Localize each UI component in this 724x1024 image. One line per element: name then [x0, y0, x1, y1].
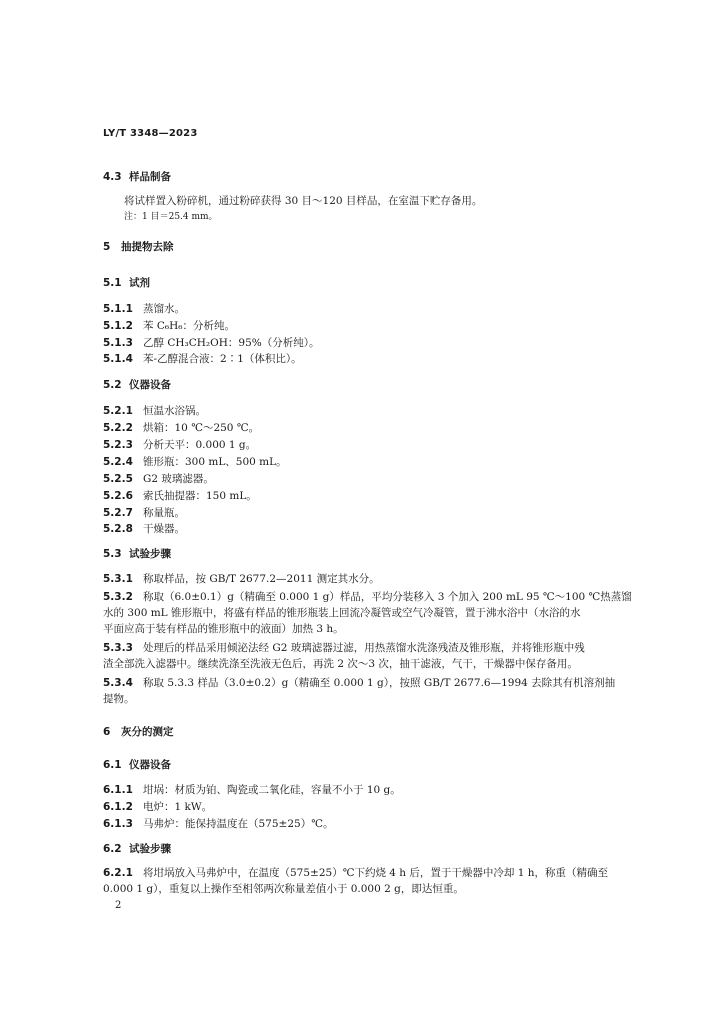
section-number: 5.2 — [103, 379, 122, 391]
item-number: 5.1.3 — [103, 337, 133, 349]
item-number: 5.2.1 — [103, 405, 133, 417]
item-number: 5.2.3 — [103, 439, 133, 451]
item-text: 称取 5.3.3 样品（3.0±0.2）g（精确至 0.000 1 g），按照 GB/T 2677.6—1994 去除其有机溶剂抽 — [143, 677, 616, 689]
item-number: 6.2.1 — [103, 867, 133, 879]
paragraph-5-3-4 — [103, 676, 615, 690]
section-number: 5 — [103, 241, 111, 253]
section-title: 抽提物去除 — [121, 241, 174, 253]
item-number: 5.1.1 — [103, 303, 133, 315]
section-6-1-heading — [103, 758, 171, 772]
section-title: 仪器设备 — [129, 759, 171, 771]
section-title: 样品制备 — [129, 171, 171, 183]
item-text: 索氏抽提器：150 mL。 — [143, 490, 257, 502]
paragraph-6-2-1-cont: 0.000 1 g），重复以上操作至相邻两次称量差值小于 0.000 2 g，即达恒重。 — [103, 883, 464, 895]
paragraph-5-3-4-cont: 提物。 — [103, 693, 135, 705]
paragraph-5-3-3 — [103, 641, 585, 655]
section-5-1-heading — [103, 276, 150, 290]
item-number: 5.3.1 — [103, 573, 133, 585]
item-text: 乙醇 CH₃CH₂OH：95%（分析纯）。 — [143, 337, 320, 349]
item-text: 坩埚：材质为铂、陶瓷或二氧化硅，容量不小于 10 g。 — [143, 784, 401, 796]
page-number: 2 — [115, 900, 122, 911]
item-number: 5.1.4 — [103, 353, 133, 365]
item-text: 恒温水浴锅。 — [143, 405, 206, 417]
item-number: 5.2.6 — [103, 490, 133, 502]
item-text: 分析天平：0.000 1 g。 — [143, 439, 257, 451]
item-text: 将坩埚放入马弗炉中，在温度（575±25）℃下约烧 4 h 后，置于干燥器中冷却 1 h，称重（精确至 — [143, 867, 609, 879]
item-text: G2 玻璃滤器。 — [143, 473, 214, 485]
list-item — [103, 455, 287, 469]
list-item — [103, 352, 302, 366]
section-title: 灰分的测定 — [121, 726, 174, 738]
section-6-2-heading — [103, 842, 171, 856]
item-text: 苯-乙醇混合液：2∶1（体积比）。 — [143, 353, 302, 365]
item-text: 干燥器。 — [143, 523, 185, 535]
section-4-3-text: 将试样置入粉碎机，通过粉碎获得 30 目～120 目样品，在室温下贮存备用。 — [124, 195, 483, 207]
section-title: 试验步骤 — [129, 548, 171, 560]
paragraph-5-3-3-cont: 渣全部洗入滤器中。继续洗涤至洗液无色后，再洗 2 次～3 次，抽干滤液，气干，干燥器中保存备用。 — [103, 658, 578, 670]
item-text: 锥形瓶：300 mL、500 mL。 — [143, 456, 287, 468]
list-item — [103, 336, 320, 350]
paragraph-5-3-1 — [103, 572, 380, 586]
list-item — [103, 783, 401, 797]
item-number: 5.2.4 — [103, 456, 133, 468]
list-item — [103, 817, 333, 831]
list-item — [103, 438, 256, 452]
item-text: 烘箱：10 ℃～250 ℃。 — [143, 422, 260, 434]
list-item — [103, 522, 185, 536]
list-item — [103, 319, 235, 333]
section-4-3-note: 注：1 目＝25.4 mm。 — [124, 212, 218, 222]
item-text: 称取样品，按 GB/T 2677.2—2011 测定其水分。 — [143, 573, 380, 585]
paragraph-5-3-2 — [103, 590, 632, 604]
item-number: 5.2.2 — [103, 422, 133, 434]
item-number: 5.3.4 — [103, 677, 133, 689]
section-number: 6.2 — [103, 843, 122, 855]
item-number: 5.2.5 — [103, 473, 133, 485]
item-text: 称量瓶。 — [143, 507, 185, 519]
section-title: 试验步骤 — [129, 843, 171, 855]
paragraph-5-3-2-cont: 平面应高于装有样品的锥形瓶中的液面）加热 3 h。 — [103, 623, 344, 635]
list-item — [103, 421, 259, 435]
section-number: 5.1 — [103, 277, 122, 289]
list-item — [103, 506, 185, 520]
item-text: 称取（6.0±0.1）g（精确至 0.000 1 g）样品，平均分装移入 3 个加入 200 mL 95 ℃～100 ℃热蒸馏 — [143, 591, 632, 603]
item-number: 5.3.2 — [103, 591, 133, 603]
item-text: 蒸馏水。 — [143, 303, 185, 315]
list-item — [103, 472, 214, 486]
paragraph-6-2-1 — [103, 866, 608, 880]
item-number: 5.1.2 — [103, 320, 133, 332]
standard-code-header: LY/T 3348—2023 — [103, 128, 198, 139]
section-5-3-heading — [103, 547, 171, 561]
list-item — [103, 800, 212, 814]
item-number: 5.3.3 — [103, 642, 133, 654]
item-number: 6.1.2 — [103, 801, 133, 813]
section-title: 试剂 — [129, 277, 150, 289]
section-5-heading — [103, 240, 174, 254]
section-number: 4.3 — [103, 171, 122, 183]
list-item — [103, 489, 257, 503]
section-6-heading — [103, 725, 174, 739]
item-number: 5.2.7 — [103, 507, 133, 519]
section-title: 仪器设备 — [129, 379, 171, 391]
item-text: 苯 C₆H₆：分析纯。 — [143, 320, 235, 332]
item-text: 处理后的样品采用倾泌法经 G2 玻璃滤器过滤，用热蒸馏水洗涤残渣及锥形瓶，并将锥形瓶中残 — [143, 642, 585, 654]
item-number: 6.1.3 — [103, 818, 133, 830]
paragraph-5-3-2-cont: 水的 300 mL 锥形瓶中，将盛有样品的锥形瓶装上回流冷凝管或空气冷凝管，置于沸水浴中（水浴的水 — [103, 607, 581, 619]
item-text: 马弗炉：能保持温度在（575±25）℃。 — [143, 818, 334, 830]
section-5-2-heading — [103, 378, 171, 392]
item-text: 电炉：1 kW。 — [143, 801, 213, 813]
list-item — [103, 302, 185, 316]
item-number: 6.1.1 — [103, 784, 133, 796]
list-item — [103, 404, 206, 418]
section-number: 6 — [103, 726, 111, 738]
section-number: 6.1 — [103, 759, 122, 771]
section-number: 5.3 — [103, 548, 122, 560]
section-4-3-heading — [103, 170, 171, 184]
item-number: 5.2.8 — [103, 523, 133, 535]
